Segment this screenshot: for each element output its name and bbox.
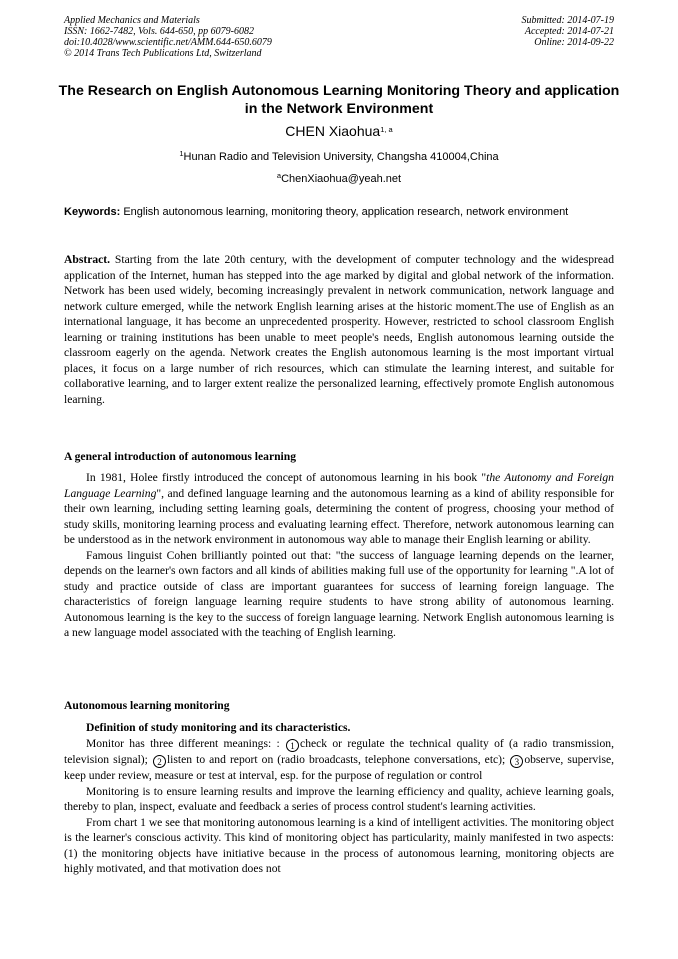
paragraph: From chart 1 we see that monitoring autonomous learning is a kind of intelligent activities. The monitoring object is the learner's conscious activity. This kind of monitoring object has particularity, mainly manifested in two aspects: (1) the monitoring objects have initiative because in the process of autonomous learning, monitoring objects are highly motivated, and that motivation does not (64, 815, 614, 875)
email-sup: a (276, 171, 282, 180)
author-line (0, 123, 678, 140)
subsection-heading-definition: Definition of study monitoring and its characteristics. (86, 721, 351, 734)
accepted-date: Accepted: 2014-07-21 (524, 26, 614, 37)
copyright-line: © 2014 Trans Tech Publications Ltd, Switzerland (64, 48, 262, 59)
section-heading-monitoring: Autonomous learning monitoring (64, 699, 230, 712)
paragraph: In 1981, Holee firstly introduced the concept of autonomous learning in his book "the Autonomy and Foreign Language Learning", and defined language learning and the autonomous learning as a kind of ability responsible for their own learning, including setting learning goals, determining the content of progress, choosing your method of study skills, monitoring learning process and evaluating learning effect. Therefore, network autonomous learning can be understood as in the network environment in autonomous way able to manage their English learning or ability. (64, 471, 614, 546)
circled-number-1: 1 (286, 739, 299, 752)
paper-title: The Research on English Autonomous Learning Monitoring Theory and application in the Network Environment (58, 83, 620, 117)
author-sup: 1, a (380, 125, 393, 134)
email-text: ChenXiaohua@yeah.net (281, 173, 402, 185)
circled-number-2: 2 (153, 755, 166, 768)
author-email (0, 172, 678, 186)
issn-line: ISSN: 1662-7482, Vols. 644-650, pp 6079-6082 (64, 26, 254, 37)
affiliation-text: Hunan Radio and Television University, Changsha 410004,China (183, 151, 499, 163)
keywords-text: English autonomous learning, monitoring theory, application research, network environment (123, 206, 569, 218)
submitted-date: Submitted: 2014-07-19 (521, 15, 614, 26)
section-general-introduction (64, 470, 614, 641)
book-title: the Autonomy and Foreign Language Learning (64, 471, 614, 500)
section-heading-general-introduction: A general introduction of autonomous learning (64, 450, 296, 463)
online-date: Online: 2014-09-22 (534, 37, 614, 48)
journal-name: Applied Mechanics and Materials (64, 15, 200, 26)
paragraph: Famous linguist Cohen brilliantly pointed out that: "the success of language learning depends on the learner, depends on the learner's own factors and all kinds of abilities making full use of the opportunity for learning ".A lot of study and practice outside of class are important guarantees for success of learning foreign language. The characteristics of foreign language learning require students to have strong ability of autonomous learning. Autonomous learning is the key to the success of foreign language learning. Network English autonomous learning is a new language model associated with the teaching of English learning. (64, 548, 614, 639)
doi-line: doi:10.4028/www.scientific.net/AMM.644-650.6079 (64, 37, 272, 48)
keywords (64, 205, 614, 220)
author-name: CHEN Xiaohua (285, 123, 381, 139)
section-monitoring (64, 736, 614, 877)
affiliation (0, 150, 678, 164)
journal-info (64, 15, 272, 59)
submission-dates (522, 15, 615, 48)
affiliation-sup: 1 (179, 149, 184, 158)
paragraph-monitor-meanings: Monitor has three different meanings: : 1 check or regulate the technical quality of (a radio transmission, television signal); 2 listen to and report on (radio broadcasts, telephone conversations, etc); 3 observe, supervise, keep under review, measure or test at interval, esp. for the purpose of regulation or control (64, 737, 615, 782)
circled-number-3: 3 (510, 755, 523, 768)
keywords-label: Keywords: (64, 206, 121, 218)
abstract-text: Starting from the late 20th century, with the development of computer technology and the widespread application of the Internet, human has stepped into the age marked by digital and global network of the information. Network has been used widely, becoming increasingly prevalent in network communication, network language and network culture emerged, while the network English learning arises at the historic moment.The use of English as an international language, it has become an unprecedented prosperity. However, restricted to school classroom English learning or training institutions has been unable to meet people's needs, English autonomous learning outside the classroom eagerly on the agenda. Network creates the English autonomous learning is the most important virtual places, it focus on a large number of rich resources, which can stimulate the learning interest, and suitable for collaborative learning, and to larger extent realize the personalized learning, effectively promote English autonomous learning. (64, 253, 614, 406)
paragraph: Monitoring is to ensure learning results and improve the learning efficiency and quality, achieve learning goals, thereby to plan, inspect, evaluate and feedback a series of process control student's learning activities. (64, 784, 614, 813)
abstract (64, 252, 614, 407)
abstract-label: Abstract. (64, 253, 111, 266)
